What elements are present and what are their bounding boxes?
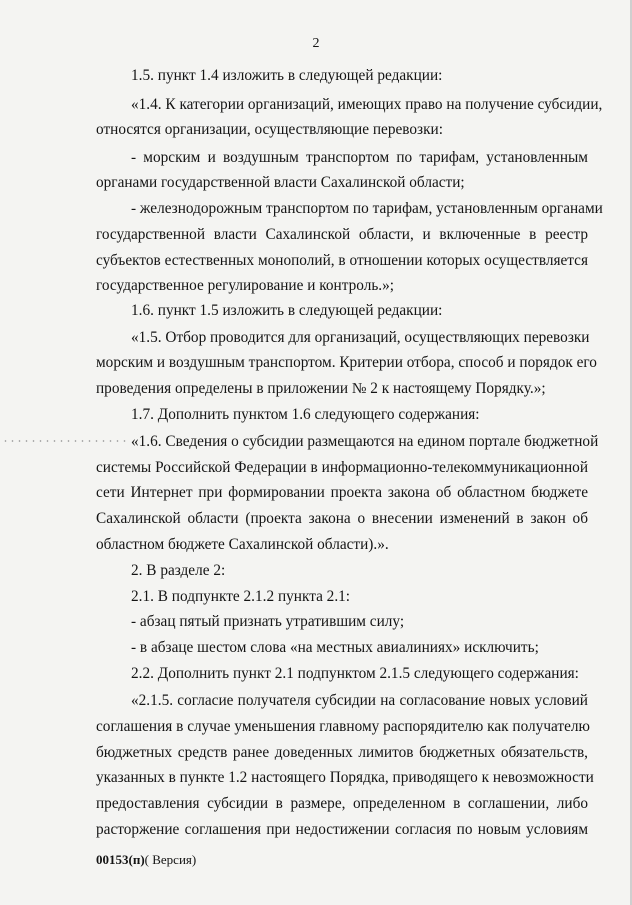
paragraph-line: органами государственной власти Сахалинской области; [96, 174, 465, 191]
paragraph-line: указанных в пункте 1.2 настоящего Порядка, приводящего к невозможности [96, 769, 594, 786]
paragraph-line: «2.1.5. согласие получателя субсидии на согласование новых условий [131, 692, 588, 709]
paragraph-line: расторжение соглашения при недостижении согласия по новым условиям [96, 821, 588, 838]
scan-dot-artifact [2, 440, 126, 442]
paragraph-line: 2.2. Дополнить пункт 2.1 подпунктом 2.1.5 следующего содержания: [131, 665, 579, 682]
paragraph-line: - железнодорожным транспортом по тарифам, установленным органами [131, 200, 603, 217]
paragraph-line: соглашения в случае уменьшения главному распорядителю как получателю [96, 718, 590, 735]
paragraph-line: «1.4. К категории организаций, имеющих право на получение субсидии, [131, 96, 603, 113]
paragraph-line: предоставления субсидии в размере, определенном в соглашении, либо [96, 795, 588, 812]
paragraph-line: «1.5. Отбор проводится для организаций, осуществляющих перевозки [131, 329, 590, 346]
paragraph-line: системы Российской Федерации в информационно-телекоммуникационной [96, 459, 588, 476]
page-number: 2 [312, 36, 320, 51]
paragraph-line: Сахалинской области (проекта закона о внесении изменений в закон об [96, 510, 588, 527]
paragraph-line: областном бюджете Сахалинской области).». [96, 536, 389, 553]
paragraph-line: 2. В разделе 2: [131, 562, 226, 579]
document-code: 00153(п) [96, 852, 145, 867]
paragraph-line: 2.1. В подпункте 2.1.2 пункта 2.1: [131, 588, 351, 605]
paragraph-line: сети Интернет при формировании проекта закона об областном бюджете [96, 484, 588, 501]
paragraph-line: 1.6. пункт 1.5 изложить в следующей редакции: [131, 302, 443, 319]
paragraph-line: относятся организации, осуществляющие перевозки: [96, 121, 443, 138]
document-version: ( Версия) [144, 852, 197, 867]
paragraph-line: - в абзаце шестом слова «на местных авиалиниях» исключить; [131, 639, 539, 656]
paragraph-line: 1.5. пункт 1.4 изложить в следующей редакции: [131, 67, 443, 84]
paragraph-line: - абзац пятый признать утратившим силу; [131, 613, 405, 630]
paragraph-line: субъектов естественных монополий, в отношении которых осуществляется [96, 252, 588, 269]
document-footer [96, 852, 196, 868]
paragraph-line: проведения определены в приложении № 2 к настоящему Порядку.»; [96, 380, 546, 397]
paragraph-line: «1.6. Сведения о субсидии размещаются на едином портале бюджетной [131, 433, 599, 450]
paragraph-line: 1.7. Дополнить пунктом 1.6 следующего содержания: [131, 406, 480, 423]
paragraph-line: бюджетных средств ранее доведенных лимитов бюджетных обязательств, [96, 744, 588, 761]
paragraph-line: государственное регулирование и контроль.»; [96, 277, 395, 294]
paragraph-line: - морским и воздушным транспортом по тарифам, установленным [131, 149, 588, 166]
paragraph-line: государственной власти Сахалинской области, и включенные в реестр [96, 226, 588, 243]
paragraph-line: морским и воздушным транспортом. Критерии отбора, способ и порядок его [96, 354, 597, 371]
